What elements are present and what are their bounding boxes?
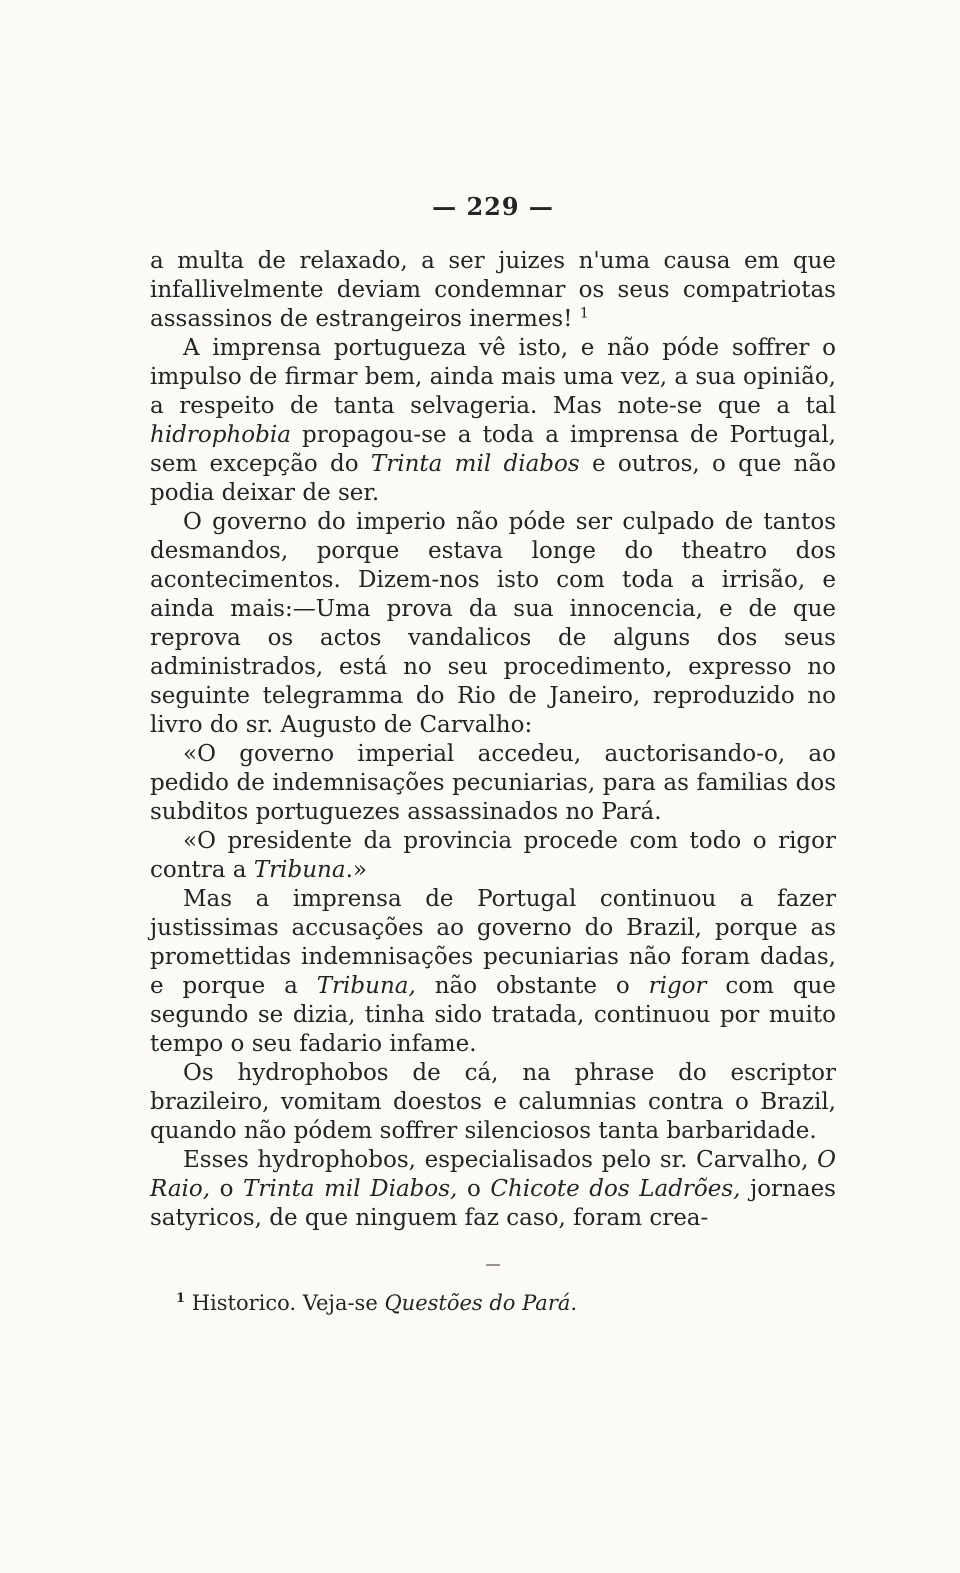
paragraph-7 (150, 1059, 836, 1146)
page-number: — 229 — (432, 192, 554, 221)
text-segment: O governo do imperio não póde ser culpado de tantos desmandos, porque estava longe do theatro dos acontecimentos. Dizem-nos isto com toda a irrisão, e ainda mais:—Uma prova da sua innocencia, e de que reprova os actos vandalicos de alguns dos seus administrados, está no seu procedimento, expresso no seguinte telegramma do Rio de Janeiro, reproduzido no livro do sr. Augusto de Carvalho: (150, 509, 836, 738)
italic-segment: Tribuna (253, 857, 346, 883)
paragraph-2 (150, 334, 836, 508)
italic-segment: rigor (648, 973, 707, 999)
text-segment: o (457, 1176, 491, 1202)
paragraph-5 (150, 827, 836, 885)
text-segment: propagou-se a toda a imprensa de Portugal, sem excepção do (150, 422, 836, 477)
paragraph-8 (150, 1146, 836, 1233)
text-segment: Esses hydrophobos, especialisados pelo sr. Carvalho, (183, 1147, 818, 1173)
text-segment: «O governo imperial accedeu, auctorisando-o, ao pedido de indemnisações pecuniarias, para as familias dos subditos portuguezes assassinados no Pará. (150, 741, 836, 825)
italic-segment: O Raio, (150, 1147, 836, 1202)
footnote-area (150, 1264, 836, 1317)
text-segment: Os hydrophobos de cá, na phrase do escriptor brazileiro, vomitam doestos e calumnias contra o Brazil, quando não pódem soffrer silenciosos tanta barbaridade. (150, 1060, 836, 1144)
paragraph-6 (150, 885, 836, 1059)
italic-segment: Tribuna, (316, 973, 416, 999)
text-segment: Mas a imprensa de Portugal continuou a fazer justissimas accusações ao governo do Brazil, porque as promettidas indemnisações pecuniarias não foram dadas, e porque a (150, 886, 836, 999)
paragraph-1 (150, 247, 836, 334)
text-segment: a multa de relaxado, a ser juizes n'uma causa em que infallivelmente deviam condemnar os seus compatriotas assassinos de estrangeiros inermes! (150, 248, 836, 332)
paragraph-3 (150, 508, 836, 740)
footnote-marker: 1 (579, 305, 589, 322)
footnote-separator (486, 1264, 500, 1266)
text-segment: e outros, o que não podia deixar de ser. (150, 451, 836, 506)
text-segment: .» (345, 857, 367, 883)
italic-segment: Chicote dos Ladrões, (490, 1176, 741, 1202)
text-segment: o (210, 1176, 244, 1202)
italic-segment: Trinta mil diabos (370, 451, 580, 477)
italic-segment: Questões do Pará. (384, 1291, 578, 1315)
italic-segment: Trinta mil Diabos, (243, 1176, 458, 1202)
text-segment: com que segundo se dizia, tinha sido tratada, continuou por muito tempo o seu fadario infame. (150, 973, 836, 1057)
text-segment: «O presidente da provincia procede com todo o rigor contra a (150, 828, 836, 883)
body-text-block (150, 247, 836, 1233)
footnote-marker: 1 (176, 1291, 186, 1306)
paragraph-4 (150, 740, 836, 827)
text-segment: A imprensa portugueza vê isto, e não póde soffrer o impulso de firmar bem, ainda mais uma vez, a sua opinião, a respeito de tanta selvageria. Mas note-se que a tal (150, 335, 836, 419)
text-segment: não obstante o (415, 973, 649, 999)
italic-segment: hidrophobia (150, 422, 291, 448)
text-segment: jornaes satyricos, de que ninguem faz caso, foram crea- (150, 1176, 836, 1231)
footnote-text (150, 1290, 836, 1317)
text-segment: Historico. Veja-se (185, 1291, 385, 1315)
